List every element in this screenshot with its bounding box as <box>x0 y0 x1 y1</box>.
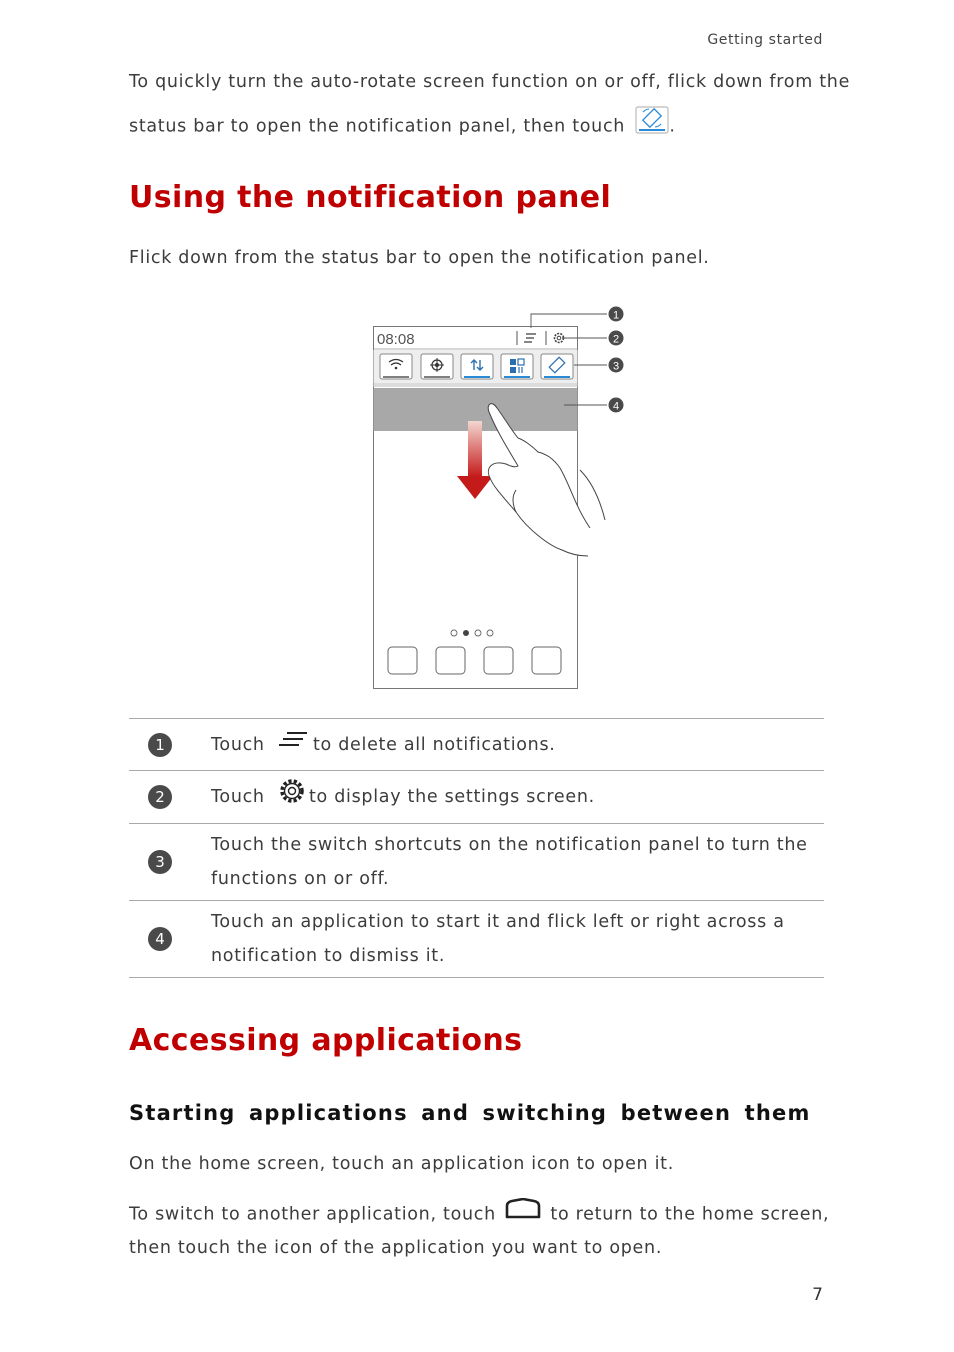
intro-line-2-end: . <box>669 116 676 137</box>
status-time: 08:08 <box>377 331 415 348</box>
auto-rotate-icon <box>635 106 669 139</box>
legend-text-line: Touch the switch shortcuts on the notification panel to turn the <box>211 835 808 855</box>
legend-row <box>129 901 824 978</box>
legend-number: 4 <box>148 927 172 951</box>
svg-text:4: 4 <box>612 400 620 413</box>
legend-text <box>211 901 824 978</box>
legend-text <box>211 824 824 901</box>
section2-p2-line1 <box>129 1204 829 1225</box>
p2-after: to return to the home screen, <box>550 1204 830 1225</box>
legend-text-before: Touch <box>211 787 265 807</box>
intro-line-2-text: status bar to open the notification panel, then touch <box>129 116 626 137</box>
svg-text:2: 2 <box>612 333 620 346</box>
legend-table <box>129 718 824 978</box>
legend-text-after: to delete all notifications. <box>313 734 556 755</box>
legend-text-after: to display the settings screen. <box>309 787 595 807</box>
subsection-title: Starting applications and switching between them <box>129 1101 811 1125</box>
section1-text: Flick down from the status bar to open the notification panel. <box>129 248 710 268</box>
notification-panel-illustration <box>360 300 650 695</box>
settings-icon <box>277 777 307 817</box>
legend-number: 2 <box>148 785 172 809</box>
callout-4 <box>609 398 624 413</box>
intro-line-1: To quickly turn the auto-rotate screen function on or off, flick down from the <box>129 72 851 92</box>
legend-text-line: functions on or off. <box>211 869 390 889</box>
section-title-accessing-applications: Accessing applications <box>129 1023 523 1058</box>
clear-notifications-icon <box>277 728 311 762</box>
home-icon <box>504 1198 542 1225</box>
legend-text-line: notification to dismiss it. <box>211 946 446 966</box>
p2-before: To switch to another application, touch <box>129 1204 496 1225</box>
gps-shortcut <box>421 354 453 379</box>
legend-number: 1 <box>148 733 172 757</box>
callout-2 <box>609 331 624 346</box>
section-title-notification-panel: Using the notification panel <box>129 180 612 215</box>
section2-p2-line2: then touch the icon of the application you want to open. <box>129 1238 663 1258</box>
legend-text <box>211 719 824 771</box>
svg-text:1: 1 <box>612 309 620 322</box>
legend-text <box>211 771 824 824</box>
legend-row <box>129 771 824 824</box>
bluetooth-shortcut <box>501 354 533 379</box>
legend-text-line: Touch an application to start it and flick left or right across a <box>211 912 785 932</box>
legend-number: 3 <box>148 850 172 874</box>
legend-row <box>129 719 824 771</box>
legend-row <box>129 824 824 901</box>
page-number: 7 <box>812 1285 823 1305</box>
callout-3 <box>609 358 624 373</box>
data-shortcut <box>461 354 493 379</box>
intro-line-2 <box>129 114 676 139</box>
running-header: Getting started <box>707 32 823 48</box>
svg-text:3: 3 <box>612 360 620 373</box>
wifi-shortcut <box>380 354 412 379</box>
callout-1 <box>609 307 624 322</box>
legend-text-before: Touch <box>211 734 265 755</box>
auto-rotate-shortcut <box>541 354 573 379</box>
section2-p1: On the home screen, touch an application icon to open it. <box>129 1154 674 1174</box>
